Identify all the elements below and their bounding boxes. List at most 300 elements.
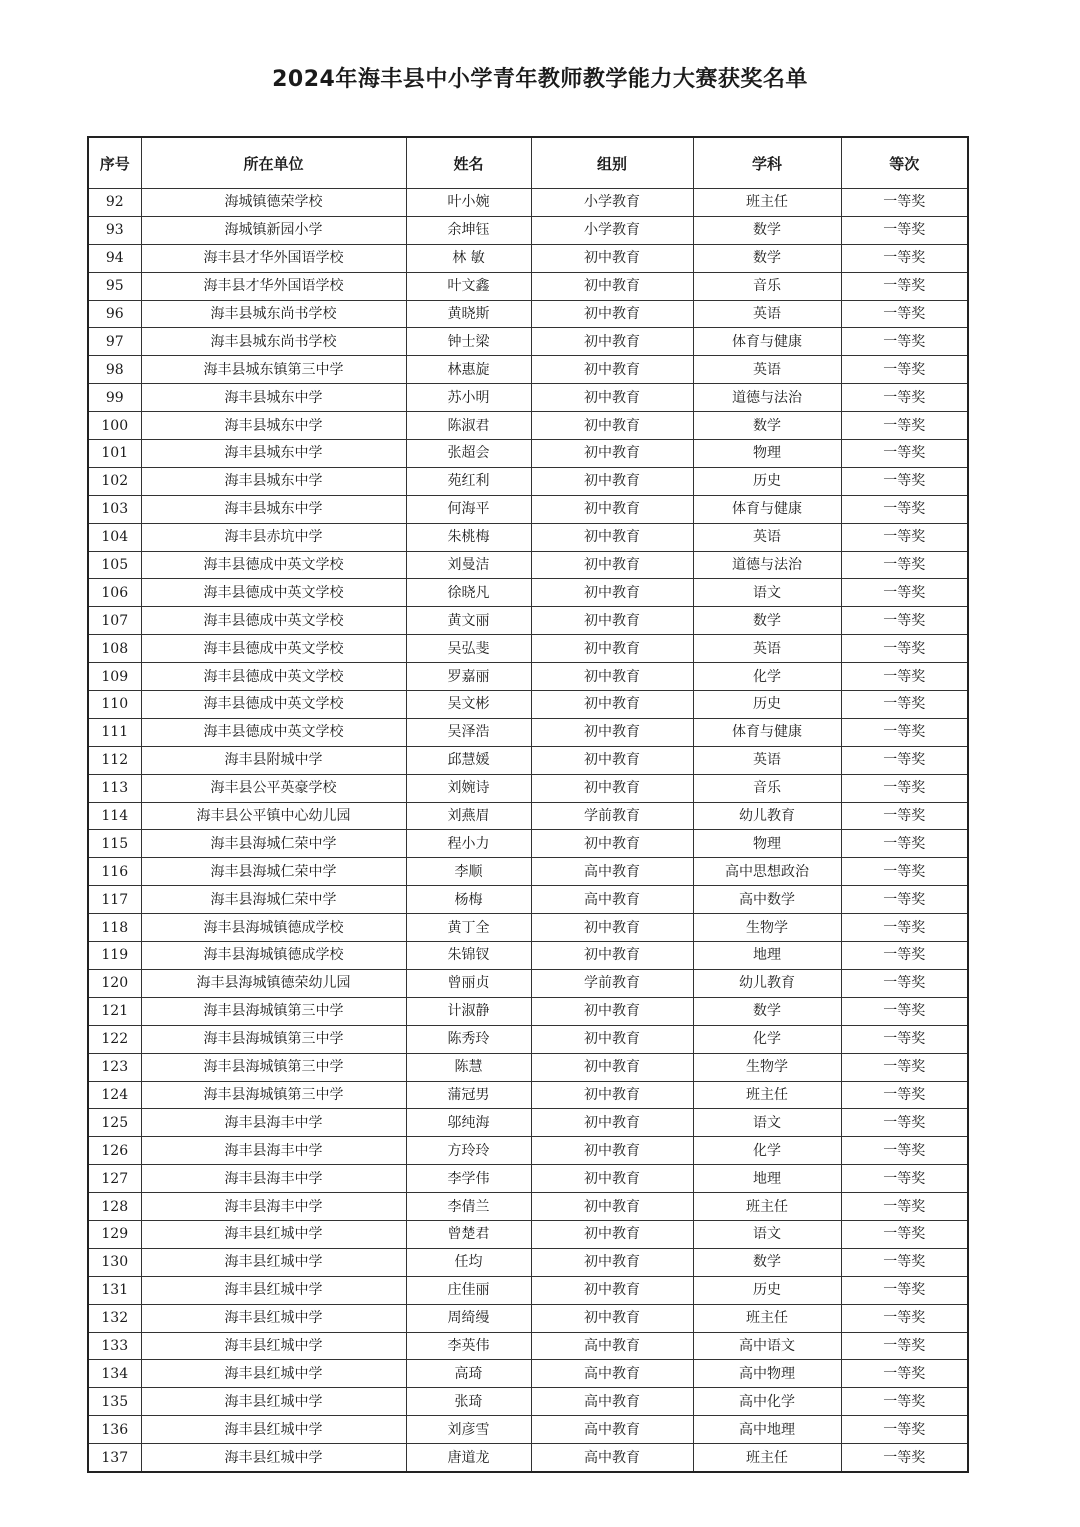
table-row [88,914,968,942]
cell-name: 苑红利 [406,467,531,495]
table-body [88,189,968,1472]
cell-subject: 语文 [693,579,841,607]
cell-seq: 105 [88,551,141,579]
cell-subject: 体育与健康 [693,328,841,356]
cell-name: 方玲玲 [406,1137,531,1165]
cell-name: 曾楚君 [406,1220,531,1248]
table-row [88,1444,968,1472]
table-row [88,607,968,635]
table-row [88,830,968,858]
cell-seq: 93 [88,216,141,244]
cell-award: 一等奖 [841,1304,968,1332]
cell-unit: 海丰县附城中学 [141,746,406,774]
cell-seq: 95 [88,272,141,300]
cell-award: 一等奖 [841,1360,968,1388]
cell-group: 初中教育 [531,1053,693,1081]
cell-unit: 海丰县城东尚书学校 [141,328,406,356]
cell-name: 刘曼洁 [406,551,531,579]
cell-subject: 班主任 [693,189,841,217]
cell-unit: 海丰县德成中英文学校 [141,635,406,663]
table-row [88,189,968,217]
cell-award: 一等奖 [841,384,968,412]
cell-subject: 历史 [693,691,841,719]
cell-seq: 127 [88,1165,141,1193]
cell-seq: 102 [88,467,141,495]
cell-unit: 海丰县海城镇第三中学 [141,997,406,1025]
cell-name: 程小力 [406,830,531,858]
cell-name: 李学伟 [406,1165,531,1193]
cell-name: 朱桃梅 [406,523,531,551]
cell-award: 一等奖 [841,997,968,1025]
cell-subject: 英语 [693,300,841,328]
cell-unit: 海丰县才华外国语学校 [141,244,406,272]
cell-name: 钟士梁 [406,328,531,356]
cell-seq: 106 [88,579,141,607]
table-row [88,1360,968,1388]
cell-group: 初中教育 [531,551,693,579]
cell-seq: 136 [88,1416,141,1444]
cell-group: 高中教育 [531,858,693,886]
column-header-unit: 所在单位 [141,137,406,189]
cell-unit: 海丰县德成中英文学校 [141,718,406,746]
cell-unit: 海丰县红城中学 [141,1444,406,1472]
table-row [88,1025,968,1053]
cell-group: 初中教育 [531,1248,693,1276]
table-row [88,1304,968,1332]
cell-unit: 海丰县红城中学 [141,1276,406,1304]
header-row [88,137,968,189]
cell-seq: 94 [88,244,141,272]
cell-group: 初中教育 [531,495,693,523]
cell-unit: 海丰县城东中学 [141,467,406,495]
cell-name: 李顺 [406,858,531,886]
cell-award: 一等奖 [841,663,968,691]
cell-seq: 119 [88,942,141,970]
cell-group: 初中教育 [531,412,693,440]
cell-group: 初中教育 [531,244,693,272]
table-row [88,802,968,830]
cell-unit: 海丰县城东中学 [141,495,406,523]
cell-name: 张琦 [406,1388,531,1416]
cell-award: 一等奖 [841,607,968,635]
cell-subject: 班主任 [693,1193,841,1221]
cell-name: 陈淑君 [406,412,531,440]
cell-group: 初中教育 [531,1137,693,1165]
cell-group: 初中教育 [531,997,693,1025]
cell-seq: 100 [88,412,141,440]
cell-subject: 英语 [693,635,841,663]
cell-subject: 高中语文 [693,1332,841,1360]
cell-subject: 生物学 [693,914,841,942]
cell-subject: 道德与法治 [693,384,841,412]
cell-subject: 幼儿教育 [693,802,841,830]
table-row [88,1416,968,1444]
cell-award: 一等奖 [841,551,968,579]
cell-seq: 134 [88,1360,141,1388]
cell-seq: 123 [88,1053,141,1081]
cell-award: 一等奖 [841,942,968,970]
cell-unit: 海丰县海城镇第三中学 [141,1025,406,1053]
table-row [88,1388,968,1416]
cell-name: 叶小婉 [406,189,531,217]
cell-seq: 128 [88,1193,141,1221]
cell-group: 学前教育 [531,969,693,997]
cell-group: 高中教育 [531,1332,693,1360]
table-row [88,523,968,551]
cell-name: 徐晓凡 [406,579,531,607]
cell-group: 初中教育 [531,440,693,468]
table-row [88,997,968,1025]
cell-seq: 137 [88,1444,141,1472]
cell-award: 一等奖 [841,328,968,356]
cell-subject: 化学 [693,663,841,691]
cell-unit: 海丰县城东镇第三中学 [141,356,406,384]
cell-subject: 高中数学 [693,886,841,914]
cell-group: 初中教育 [531,579,693,607]
cell-name: 苏小明 [406,384,531,412]
cell-seq: 98 [88,356,141,384]
cell-name: 李英伟 [406,1332,531,1360]
cell-name: 刘燕眉 [406,802,531,830]
cell-unit: 海丰县海城镇德成学校 [141,942,406,970]
cell-unit: 海丰县海丰中学 [141,1193,406,1221]
table-row [88,1081,968,1109]
cell-subject: 班主任 [693,1081,841,1109]
cell-group: 高中教育 [531,1360,693,1388]
cell-unit: 海丰县红城中学 [141,1332,406,1360]
cell-seq: 103 [88,495,141,523]
cell-name: 周绮缦 [406,1304,531,1332]
cell-unit: 海丰县海丰中学 [141,1109,406,1137]
cell-subject: 数学 [693,1248,841,1276]
cell-subject: 音乐 [693,774,841,802]
table-row [88,1193,968,1221]
table-row [88,858,968,886]
cell-group: 初中教育 [531,746,693,774]
cell-unit: 海丰县红城中学 [141,1304,406,1332]
cell-group: 初中教育 [531,942,693,970]
cell-award: 一等奖 [841,1388,968,1416]
cell-unit: 海丰县城东中学 [141,412,406,440]
cell-subject: 高中思想政治 [693,858,841,886]
cell-unit: 海丰县红城中学 [141,1248,406,1276]
cell-name: 何海平 [406,495,531,523]
cell-name: 刘婉诗 [406,774,531,802]
cell-seq: 125 [88,1109,141,1137]
cell-unit: 海丰县城东中学 [141,384,406,412]
cell-seq: 122 [88,1025,141,1053]
table-row [88,216,968,244]
cell-group: 初中教育 [531,1304,693,1332]
cell-unit: 海丰县赤坑中学 [141,523,406,551]
cell-unit: 海丰县红城中学 [141,1220,406,1248]
cell-group: 初中教育 [531,384,693,412]
cell-award: 一等奖 [841,1081,968,1109]
cell-award: 一等奖 [841,1053,968,1081]
cell-name: 邬纯海 [406,1109,531,1137]
cell-unit: 海丰县德成中英文学校 [141,551,406,579]
cell-name: 张超会 [406,440,531,468]
table-row [88,635,968,663]
table-row [88,1332,968,1360]
cell-name: 刘彦雪 [406,1416,531,1444]
cell-group: 初中教育 [531,607,693,635]
cell-name: 邱慧媛 [406,746,531,774]
table-row [88,356,968,384]
cell-group: 高中教育 [531,886,693,914]
cell-unit: 海丰县公平镇中心幼儿园 [141,802,406,830]
cell-seq: 121 [88,997,141,1025]
cell-subject: 班主任 [693,1444,841,1472]
cell-award: 一等奖 [841,802,968,830]
cell-award: 一等奖 [841,1109,968,1137]
table-row [88,551,968,579]
cell-award: 一等奖 [841,886,968,914]
cell-subject: 物理 [693,440,841,468]
cell-seq: 130 [88,1248,141,1276]
cell-subject: 历史 [693,467,841,495]
cell-unit: 海城镇德荣学校 [141,189,406,217]
cell-seq: 117 [88,886,141,914]
cell-seq: 107 [88,607,141,635]
column-header-group: 组别 [531,137,693,189]
cell-subject: 化学 [693,1137,841,1165]
cell-group: 初中教育 [531,356,693,384]
cell-subject: 生物学 [693,1053,841,1081]
cell-award: 一等奖 [841,216,968,244]
cell-award: 一等奖 [841,1276,968,1304]
cell-seq: 104 [88,523,141,551]
cell-award: 一等奖 [841,774,968,802]
table-row [88,412,968,440]
table-row [88,440,968,468]
cell-award: 一等奖 [841,830,968,858]
table-row [88,495,968,523]
table-row [88,942,968,970]
cell-subject: 音乐 [693,272,841,300]
cell-subject: 数学 [693,244,841,272]
cell-seq: 113 [88,774,141,802]
cell-group: 初中教育 [531,914,693,942]
cell-unit: 海丰县德成中英文学校 [141,607,406,635]
cell-seq: 110 [88,691,141,719]
table-row [88,746,968,774]
cell-award: 一等奖 [841,1444,968,1472]
cell-seq: 118 [88,914,141,942]
cell-name: 余坤钰 [406,216,531,244]
cell-unit: 海丰县红城中学 [141,1416,406,1444]
cell-unit: 海丰县城东中学 [141,440,406,468]
cell-subject: 班主任 [693,1304,841,1332]
cell-award: 一等奖 [841,523,968,551]
cell-unit: 海丰县海丰中学 [141,1137,406,1165]
cell-group: 初中教育 [531,691,693,719]
cell-award: 一等奖 [841,189,968,217]
table-row [88,1137,968,1165]
table-row [88,467,968,495]
cell-group: 初中教育 [531,467,693,495]
column-header-award: 等次 [841,137,968,189]
cell-name: 蒲冠男 [406,1081,531,1109]
table-row [88,663,968,691]
cell-seq: 115 [88,830,141,858]
cell-name: 唐道龙 [406,1444,531,1472]
table-row [88,1220,968,1248]
cell-unit: 海丰县德成中英文学校 [141,663,406,691]
cell-award: 一等奖 [841,495,968,523]
table-row [88,774,968,802]
cell-unit: 海丰县海城仁荣中学 [141,886,406,914]
cell-award: 一等奖 [841,244,968,272]
cell-subject: 数学 [693,412,841,440]
cell-seq: 124 [88,1081,141,1109]
cell-group: 学前教育 [531,802,693,830]
column-header-seq: 序号 [88,137,141,189]
cell-seq: 129 [88,1220,141,1248]
cell-group: 高中教育 [531,1416,693,1444]
cell-subject: 英语 [693,746,841,774]
cell-unit: 海丰县红城中学 [141,1388,406,1416]
cell-group: 初中教育 [531,1081,693,1109]
cell-seq: 108 [88,635,141,663]
cell-name: 吴泽浩 [406,718,531,746]
cell-group: 初中教育 [531,1193,693,1221]
cell-unit: 海丰县海城仁荣中学 [141,858,406,886]
cell-seq: 97 [88,328,141,356]
cell-unit: 海丰县海城镇德荣幼儿园 [141,969,406,997]
cell-group: 初中教育 [531,300,693,328]
cell-unit: 海丰县海城镇第三中学 [141,1053,406,1081]
table-row [88,300,968,328]
cell-seq: 99 [88,384,141,412]
cell-subject: 数学 [693,607,841,635]
cell-award: 一等奖 [841,440,968,468]
cell-name: 高琦 [406,1360,531,1388]
cell-award: 一等奖 [841,718,968,746]
cell-subject: 历史 [693,1276,841,1304]
cell-unit: 海丰县海丰中学 [141,1165,406,1193]
cell-award: 一等奖 [841,746,968,774]
cell-unit: 海丰县红城中学 [141,1360,406,1388]
cell-subject: 道德与法治 [693,551,841,579]
cell-seq: 112 [88,746,141,774]
cell-group: 小学教育 [531,216,693,244]
cell-subject: 高中地理 [693,1416,841,1444]
cell-seq: 135 [88,1388,141,1416]
table-row [88,272,968,300]
cell-name: 曾丽贞 [406,969,531,997]
cell-name: 陈慧 [406,1053,531,1081]
cell-award: 一等奖 [841,1137,968,1165]
cell-seq: 126 [88,1137,141,1165]
cell-seq: 131 [88,1276,141,1304]
cell-seq: 109 [88,663,141,691]
cell-subject: 英语 [693,356,841,384]
cell-award: 一等奖 [841,1193,968,1221]
cell-subject: 高中物理 [693,1360,841,1388]
cell-seq: 116 [88,858,141,886]
cell-name: 黄文丽 [406,607,531,635]
cell-award: 一等奖 [841,969,968,997]
cell-group: 初中教育 [531,1220,693,1248]
column-header-subject: 学科 [693,137,841,189]
cell-unit: 海城镇新园小学 [141,216,406,244]
cell-unit: 海丰县海城镇德成学校 [141,914,406,942]
cell-subject: 语文 [693,1109,841,1137]
cell-seq: 114 [88,802,141,830]
cell-group: 初中教育 [531,635,693,663]
table-row [88,969,968,997]
table-row [88,1165,968,1193]
cell-group: 初中教育 [531,1109,693,1137]
cell-group: 高中教育 [531,1388,693,1416]
cell-award: 一等奖 [841,356,968,384]
cell-name: 任均 [406,1248,531,1276]
cell-group: 初中教育 [531,1025,693,1053]
cell-name: 黄丁全 [406,914,531,942]
cell-unit: 海丰县城东尚书学校 [141,300,406,328]
cell-group: 初中教育 [531,328,693,356]
cell-subject: 化学 [693,1025,841,1053]
cell-award: 一等奖 [841,1025,968,1053]
cell-subject: 物理 [693,830,841,858]
cell-award: 一等奖 [841,635,968,663]
cell-subject: 地理 [693,942,841,970]
table-row [88,1053,968,1081]
cell-award: 一等奖 [841,272,968,300]
table-row [88,328,968,356]
cell-group: 初中教育 [531,830,693,858]
cell-group: 高中教育 [531,1444,693,1472]
cell-subject: 数学 [693,216,841,244]
table-row [88,718,968,746]
cell-unit: 海丰县海城仁荣中学 [141,830,406,858]
table-row [88,384,968,412]
cell-subject: 体育与健康 [693,495,841,523]
cell-unit: 海丰县才华外国语学校 [141,272,406,300]
page-title: 2024年海丰县中小学青年教师教学能力大赛获奖名单 [272,67,808,92]
cell-group: 初中教育 [531,272,693,300]
cell-seq: 92 [88,189,141,217]
cell-name: 黄晓斯 [406,300,531,328]
cell-name: 杨梅 [406,886,531,914]
cell-group: 初中教育 [531,774,693,802]
cell-unit: 海丰县公平英豪学校 [141,774,406,802]
cell-award: 一等奖 [841,691,968,719]
cell-group: 初中教育 [531,1165,693,1193]
cell-award: 一等奖 [841,1220,968,1248]
cell-group: 初中教育 [531,1276,693,1304]
cell-seq: 111 [88,718,141,746]
cell-award: 一等奖 [841,858,968,886]
cell-name: 陈秀玲 [406,1025,531,1053]
cell-award: 一等奖 [841,467,968,495]
cell-unit: 海丰县德成中英文学校 [141,691,406,719]
cell-group: 初中教育 [531,523,693,551]
cell-name: 庄佳丽 [406,1276,531,1304]
table-row [88,244,968,272]
cell-seq: 132 [88,1304,141,1332]
table-row [88,1109,968,1137]
cell-seq: 101 [88,440,141,468]
cell-name: 叶文鑫 [406,272,531,300]
cell-award: 一等奖 [841,579,968,607]
cell-subject: 语文 [693,1220,841,1248]
cell-group: 初中教育 [531,718,693,746]
cell-award: 一等奖 [841,1332,968,1360]
cell-group: 小学教育 [531,189,693,217]
cell-unit: 海丰县德成中英文学校 [141,579,406,607]
